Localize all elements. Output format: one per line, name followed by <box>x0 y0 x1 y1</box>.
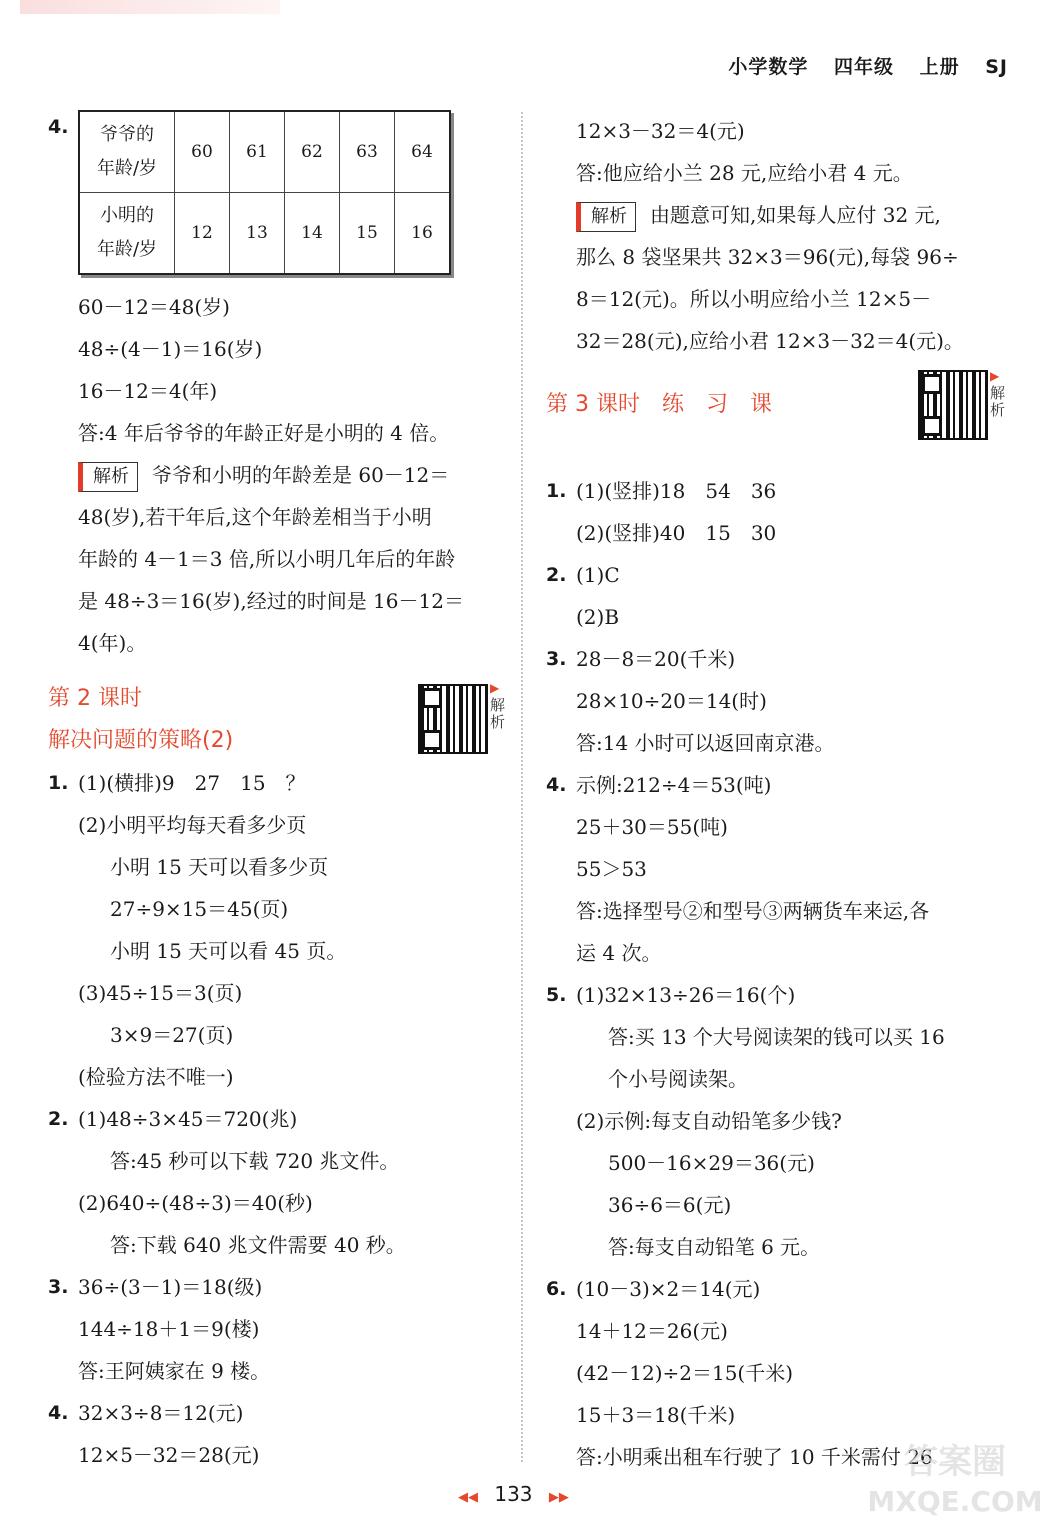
table-cell: 63 <box>340 111 395 193</box>
analysis-text: 由题意可知,如果每人应付 32 元, <box>650 203 941 227</box>
answer-line <box>48 1350 510 1392</box>
question-block <box>48 1392 510 1476</box>
answer-line <box>546 974 1012 1016</box>
answer-text: 运 4 次。 <box>576 941 662 965</box>
answer-line <box>546 470 1012 512</box>
question-number: 4. <box>48 1402 69 1424</box>
answer-line <box>48 972 510 1014</box>
answer-text: 答:45 秒可以下载 720 兆文件。 <box>110 1149 400 1173</box>
analysis-line: 32＝28(元),应给小君 12×3－32＝4(元)。 <box>576 329 964 353</box>
answer-text: 个小号阅读架。 <box>608 1067 748 1091</box>
answer-text: (1)(横排)9 27 15 ？ <box>78 771 306 795</box>
answer-text: (3)45÷15＝3(页) <box>78 981 243 1005</box>
analysis-line: 8＝12(元)。所以小明应给小兰 12×5－ <box>576 287 932 311</box>
answer-line <box>546 764 1012 806</box>
analysis-line: 那么 8 袋坚果共 32×3＝96(元),每袋 96÷ <box>576 245 959 269</box>
answer-line: 60－12＝48(岁) <box>78 295 230 319</box>
answer-line <box>48 846 510 888</box>
analysis-line: 是 48÷3＝16(岁),经过的时间是 16－12＝ <box>78 589 464 613</box>
table-cell: 60 <box>175 111 230 193</box>
answer-text: 27÷9×15＝45(页) <box>110 897 289 921</box>
answer-line <box>546 722 1012 764</box>
answer-text: (1)C <box>576 563 620 587</box>
answer-text: 答:下载 640 兆文件需要 40 秒。 <box>110 1233 406 1257</box>
qr-code-icon[interactable] <box>418 684 488 754</box>
answer-text: (检验方法不唯一) <box>78 1065 234 1089</box>
left-column <box>48 110 510 1476</box>
answer-line <box>546 806 1012 848</box>
table-cell: 13 <box>230 193 285 275</box>
page-header <box>710 52 1008 79</box>
section-title: 第 3 课时 练 习 课 <box>546 392 772 417</box>
table-header-text: 爷爷的 <box>100 124 154 145</box>
answer-text: 小明 15 天可以看多少页 <box>110 855 329 879</box>
question-number: 1. <box>546 480 567 502</box>
question-block <box>546 554 1012 638</box>
section-2-header <box>48 678 510 762</box>
answer-line <box>546 1016 1012 1058</box>
answer-text: (2)示例:每支自动铅笔多少钱? <box>576 1109 842 1133</box>
table-header-cell <box>79 111 175 193</box>
answer-line <box>48 1056 510 1098</box>
table-cell: 61 <box>230 111 285 193</box>
qr-label-text: 解析 <box>990 384 1006 419</box>
answer-line <box>546 1058 1012 1100</box>
answer-line <box>546 1184 1012 1226</box>
question-block <box>546 764 1012 974</box>
answer-line: 答:4 年后爷爷的年龄正好是小明的 4 倍。 <box>78 421 450 445</box>
answer-line <box>546 848 1012 890</box>
analysis-label: 解析 <box>78 462 138 492</box>
question-block <box>546 470 1012 554</box>
answer-line <box>546 596 1012 638</box>
answer-text: (1)48÷3×45＝720(兆) <box>78 1107 298 1131</box>
watermark-logo <box>860 1442 1050 1532</box>
watermark-text: 答案圈 <box>904 1442 1006 1482</box>
analysis-line: 年龄的 4－1＝3 倍,所以小明几年后的年龄 <box>78 547 456 571</box>
page-number: 133 <box>494 1482 533 1506</box>
watermark-url: MXQE.COM <box>867 1485 1043 1518</box>
answer-text: 55＞53 <box>576 857 647 881</box>
q4-answer <box>48 286 510 454</box>
answer-text: 答:小明乘出租车行驶了 10 千米需付 26 <box>576 1445 933 1469</box>
qr-analysis-label <box>990 368 1006 419</box>
answer-text: (1)(竖排)18 54 36 <box>576 479 777 503</box>
answer-line: 48÷(4－1)＝16(岁) <box>78 337 263 361</box>
continued-answer <box>546 110 1012 194</box>
answer-line <box>546 554 1012 596</box>
table-header-text: 年龄/岁 <box>96 158 158 179</box>
answer-text: 36÷6＝6(元) <box>608 1193 732 1217</box>
column-divider <box>521 112 523 1462</box>
right-column <box>546 110 1012 1478</box>
answer-text: 32×3÷8＝12(元) <box>78 1401 244 1425</box>
table-row <box>79 193 450 275</box>
answer-text: 28×10÷20＝14(时) <box>576 689 767 713</box>
question-number: 3. <box>48 1276 69 1298</box>
analysis-line <box>48 454 510 496</box>
answer-text: 144÷18＋1＝9(楼) <box>78 1317 260 1341</box>
analysis-block <box>48 454 510 664</box>
table-cell: 64 <box>395 111 451 193</box>
answer-text: 答:14 小时可以返回南京港。 <box>576 731 835 755</box>
prev-arrows-icon[interactable]: ◀◀ <box>458 1490 478 1505</box>
answer-text: 示例:212÷4＝53(吨) <box>576 773 772 797</box>
header-volume: 上册 <box>919 56 960 78</box>
answer-line: 12×3－32＝4(元) <box>576 119 745 143</box>
answer-text: 12×5－32＝28(元) <box>78 1443 260 1467</box>
question-number: 5. <box>546 984 567 1006</box>
answer-line <box>546 1394 1012 1436</box>
table-header-text: 年龄/岁 <box>96 239 158 260</box>
age-table-block <box>48 110 510 286</box>
analysis-text: 爷爷和小明的年龄差是 60－12＝ <box>152 463 450 487</box>
section-title: 第 2 课时 <box>48 686 142 711</box>
answer-line <box>546 1268 1012 1310</box>
answer-text: 答:王阿姨家在 9 楼。 <box>78 1359 271 1383</box>
answer-text: (10－3)×2＝14(元) <box>576 1277 761 1301</box>
answer-line <box>48 1140 510 1182</box>
section-2-answers <box>48 762 510 1476</box>
question-block <box>48 1098 510 1266</box>
answer-line: 答:他应给小兰 28 元,应给小君 4 元。 <box>576 161 913 185</box>
answer-line <box>546 890 1012 932</box>
question-number: 2. <box>48 1108 69 1130</box>
answer-line <box>546 932 1012 974</box>
answer-line <box>48 1182 510 1224</box>
answer-line <box>546 638 1012 680</box>
table-cell: 16 <box>395 193 451 275</box>
answer-text: (2)640÷(48÷3)＝40(秒) <box>78 1191 313 1215</box>
question-block <box>546 638 1012 764</box>
answer-line <box>48 1434 510 1476</box>
answer-line <box>546 1226 1012 1268</box>
table-header-cell <box>79 193 175 275</box>
qr-label-text: 解析 <box>490 696 506 731</box>
answer-line <box>48 1266 510 1308</box>
answer-text: 36÷(3－1)＝18(级) <box>78 1275 263 1299</box>
analysis-block <box>546 194 1012 362</box>
question-number: 4. <box>546 774 567 796</box>
table-header-text: 小明的 <box>100 205 154 226</box>
answer-line <box>546 512 1012 554</box>
table-cell: 62 <box>285 111 340 193</box>
answer-line <box>546 1100 1012 1142</box>
answer-text: (2)小明平均每天看多少页 <box>78 813 307 837</box>
table-row <box>79 111 450 193</box>
qr-analysis-label <box>490 680 506 731</box>
section-3-answers <box>546 470 1012 1478</box>
answer-text: 500－16×29＝36(元) <box>608 1151 815 1175</box>
header-subject: 小学数学 <box>728 56 809 78</box>
answer-text: 小明 15 天可以看 45 页。 <box>110 939 347 963</box>
answer-text: 15＋3＝18(千米) <box>576 1403 736 1427</box>
header-edition: SJ <box>985 56 1008 78</box>
question-number: 6. <box>546 1278 567 1300</box>
answer-line <box>546 1142 1012 1184</box>
answer-text: (42－12)÷2＝15(千米) <box>576 1361 794 1385</box>
question-block <box>48 762 510 1098</box>
next-arrows-icon[interactable]: ▶▶ <box>548 1490 569 1505</box>
table-cell: 14 <box>285 193 340 275</box>
question-block <box>546 974 1012 1268</box>
answer-text: 答:每支自动铅笔 6 元。 <box>608 1235 821 1259</box>
analysis-line <box>546 194 1012 236</box>
analysis-line: 4(年)。 <box>78 631 147 655</box>
question-block <box>48 1266 510 1392</box>
question-number: 2. <box>546 564 567 586</box>
answer-text: (1)32×13÷26＝16(个) <box>576 983 796 1007</box>
play-icon: ▶ <box>990 369 1000 383</box>
header-grade: 四年级 <box>833 56 894 78</box>
answer-text: 28－8＝20(千米) <box>576 647 736 671</box>
answer-line <box>48 762 510 804</box>
question-number: 4. <box>48 116 69 138</box>
question-number: 1. <box>48 772 69 794</box>
answer-line <box>546 1352 1012 1394</box>
question-number: 3. <box>546 648 567 670</box>
answer-text: 答:买 13 个大号阅读架的钱可以买 16 <box>608 1025 945 1049</box>
answer-text: 14＋12＝26(元) <box>576 1319 728 1343</box>
answer-line <box>48 1224 510 1266</box>
table-cell: 12 <box>175 193 230 275</box>
answer-line <box>546 680 1012 722</box>
answer-line <box>48 930 510 972</box>
answer-text: 3×9＝27(页) <box>110 1023 234 1047</box>
qr-code-icon[interactable] <box>918 370 988 440</box>
section-subtitle: 解决问题的策略(2) <box>48 728 234 753</box>
answer-line <box>48 888 510 930</box>
section-3-header <box>546 369 1012 470</box>
answer-text: 答:选择型号②和型号③两辆货车来运,各 <box>576 899 930 923</box>
top-ink-smear <box>20 0 280 14</box>
answer-line: 16－12＝4(年) <box>78 379 218 403</box>
answer-line <box>48 804 510 846</box>
analysis-label: 解析 <box>576 202 636 232</box>
play-icon: ▶ <box>490 681 500 695</box>
answer-text: (2)B <box>576 605 620 629</box>
answer-text: 25＋30＝55(吨) <box>576 815 728 839</box>
answer-line <box>48 1308 510 1350</box>
table-cell: 15 <box>340 193 395 275</box>
analysis-line: 48(岁),若干年后,这个年龄差相当于小明 <box>78 505 432 529</box>
answer-line <box>48 1098 510 1140</box>
answer-line <box>546 1310 1012 1352</box>
answer-line <box>48 1392 510 1434</box>
page-number-bar <box>458 1482 569 1506</box>
answer-text: (2)(竖排)40 15 30 <box>576 521 777 545</box>
age-table <box>78 110 451 275</box>
answer-line <box>48 1014 510 1056</box>
